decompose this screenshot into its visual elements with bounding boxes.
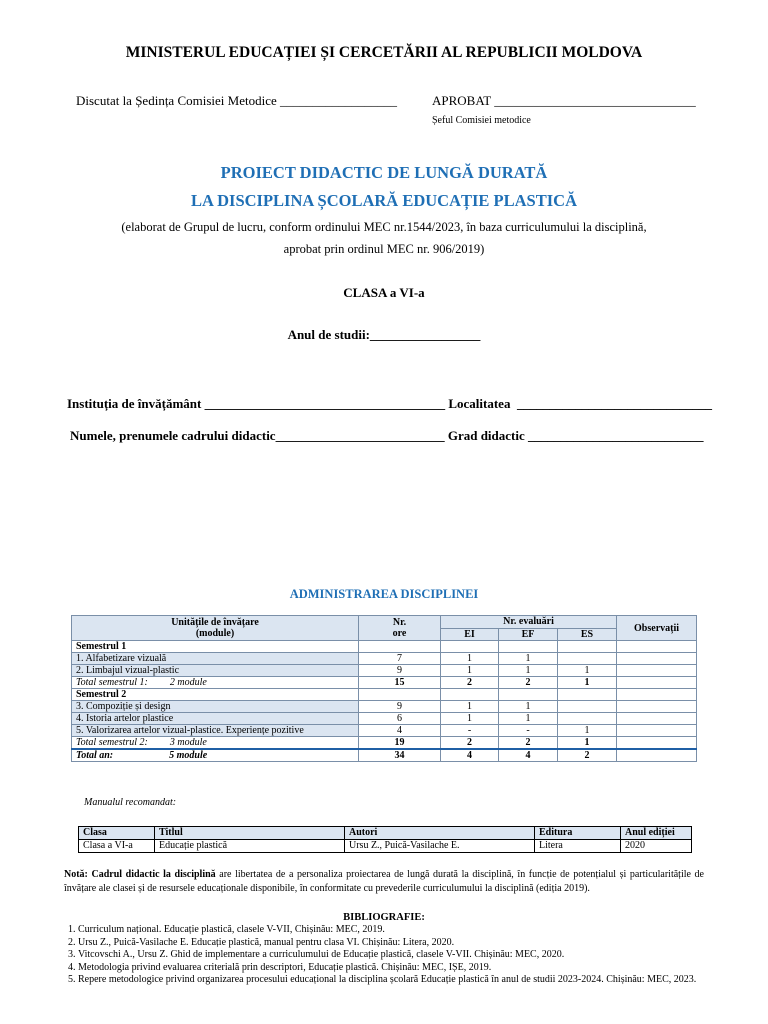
recommended-manual-label: Manualul recomandat: [84, 797, 177, 808]
unit-ef: - [499, 725, 558, 737]
unit-ef: 1 [499, 701, 558, 713]
total-hours: 34 [359, 749, 441, 762]
table-row [72, 713, 697, 725]
total-modules: 5 module [169, 750, 208, 761]
modules-header-label: (module) [195, 628, 235, 639]
unit-es: 1 [558, 725, 617, 737]
total-ef: 4 [499, 749, 558, 762]
total-hours: 19 [359, 737, 441, 750]
note-paragraph [64, 868, 704, 896]
bibliography-list [64, 924, 718, 987]
list-item: 3. Vitcovschi A., Ursu Z. Ghid de implementare a curriculumului de Educație plastică, clasele V-VII. Chișinău: MEC, 2020. [78, 949, 718, 962]
document-title-line1: PROIECT DIDACTIC DE LUNGĂ DURATĂ [220, 163, 548, 182]
note-lead: Notă: Cadrul didactic la disciplină [64, 869, 216, 880]
total-ei: 2 [441, 677, 499, 689]
total-ei: 4 [441, 749, 499, 762]
unit-name: 4. Istoria artelor plastice [72, 713, 359, 725]
manual-header-class: Clasa [79, 827, 155, 840]
es-header: ES [558, 628, 617, 641]
unit-observations [617, 665, 697, 677]
total-year [72, 749, 359, 762]
units-header-label: Unitățile de învățare [171, 617, 259, 628]
bibliography-title: BIBLIOGRAFIE: [343, 912, 425, 923]
administration-title: ADMINISTRAREA DISCIPLINEI [289, 587, 479, 601]
table-header-row [72, 616, 697, 629]
unit-ei: 1 [441, 653, 499, 665]
manual-header-authors: Autori [345, 827, 535, 840]
manual-publisher: Litera [535, 840, 621, 853]
semester-row [72, 689, 697, 701]
ef-header: EF [499, 628, 558, 641]
manual-authors: Ursu Z., Puică-Vasilache E. [345, 840, 535, 853]
unit-ei: 1 [441, 665, 499, 677]
ore-header-label: ore [392, 628, 407, 639]
total-ei: 2 [441, 737, 499, 750]
manual-header-row [79, 827, 692, 840]
total-es: 1 [558, 677, 617, 689]
unit-ef: 1 [499, 653, 558, 665]
unit-hours: 6 [359, 713, 441, 725]
total-ef: 2 [499, 737, 558, 750]
total-label: Total an: [76, 750, 114, 761]
unit-name: 3. Compoziție și design [72, 701, 359, 713]
semester-row [72, 641, 697, 653]
unit-hours: 9 [359, 665, 441, 677]
nr-header-label: Nr. [392, 617, 407, 628]
administration-table [71, 615, 697, 762]
note-text: are libertatea de a personaliza proiectarea de lungă durată la disciplină, în funcție de potențialul și particularitățile de învățare ale clasei și de resursele educaționale disponibile, în conformitate cu prevederile curriculumului la disciplină (ediția 2019). [64, 869, 704, 894]
list-item: 2. Ursu Z., Puică-Vasilache E. Educație plastică, manual pentru clasa VI. Chișinău: Litera, 2020. [78, 937, 718, 950]
total-semester-1 [72, 677, 359, 689]
evaluations-header: Nr. evaluări [441, 616, 617, 629]
unit-es: 1 [558, 665, 617, 677]
document-subtitle-line1: (elaborat de Grupul de lucru, conform ordinului MEC nr.1544/2023, în baza curriculumului la disciplină, [121, 220, 647, 234]
total-modules: 2 module [169, 677, 207, 688]
study-year-field: Anul de studii:_________________ [287, 327, 481, 342]
unit-ei: 1 [441, 713, 499, 725]
manual-class: Clasa a VI-a [79, 840, 155, 853]
hours-header [359, 616, 441, 641]
grand-total-row [72, 749, 697, 762]
unit-ei: - [441, 725, 499, 737]
unit-observations [617, 653, 697, 665]
unit-observations [617, 713, 697, 725]
list-item: 4. Metodologia privind evaluarea criterială prin descriptori, Educație plastică. Chișinău: MEC, IȘE, 2019. [78, 962, 718, 975]
unit-hours: 4 [359, 725, 441, 737]
table-row [79, 840, 692, 853]
total-ef: 2 [499, 677, 558, 689]
total-modules: 3 module [169, 737, 207, 748]
total-label: Total semestrul 1: [76, 677, 148, 688]
table-row [72, 701, 697, 713]
manual-header-publisher: Editura [535, 827, 621, 840]
unit-es [558, 653, 617, 665]
commission-head-label: Șeful Comisiei metodice [432, 115, 531, 126]
unit-observations [617, 725, 697, 737]
manual-header-title: Titlul [155, 827, 345, 840]
teacher-field: Numele, prenumele cadrului didactic__________________________ Grad didactic ___________________________ [70, 428, 704, 443]
semester-2-label: Semestrul 2 [72, 689, 359, 701]
unit-hours: 7 [359, 653, 441, 665]
unit-ei: 1 [441, 701, 499, 713]
discussed-line: Discutat la Ședința Comisiei Metodice __________________ [76, 93, 397, 108]
unit-name: 2. Limbajul vizual-plastic [72, 665, 359, 677]
units-header [72, 616, 359, 641]
total-es: 1 [558, 737, 617, 750]
observations-header: Observații [617, 616, 697, 641]
approved-line: APROBAT _______________________________ [432, 93, 696, 108]
unit-ef: 1 [499, 713, 558, 725]
total-semester-2 [72, 737, 359, 750]
total-row [72, 737, 697, 750]
semester-1-label: Semestrul 1 [72, 641, 359, 653]
unit-observations [617, 701, 697, 713]
total-row [72, 677, 697, 689]
unit-name: 1. Alfabetizare vizuală [72, 653, 359, 665]
manual-year: 2020 [621, 840, 692, 853]
ei-header: EI [441, 628, 499, 641]
document-subtitle-line2: aprobat prin ordinul MEC nr. 906/2019) [283, 242, 485, 256]
unit-name: 5. Valorizarea artelor vizual-plastice. Experiențe pozitive [72, 725, 359, 737]
class-label: CLASA a VI-a [343, 285, 425, 300]
total-label: Total semestrul 2: [76, 737, 148, 748]
ministry-title: MINISTERUL EDUCAȚIEI ȘI CERCETĂRII AL REPUBLICII MOLDOVA [125, 44, 643, 61]
list-item: 5. Repere metodologice privind organizarea procesului educațional la disciplina școlară Educație plastică în anul de studii 2023-2024. Chișinău: MEC, 2023. [78, 974, 718, 987]
unit-ef: 1 [499, 665, 558, 677]
table-row [72, 725, 697, 737]
table-row [72, 653, 697, 665]
manual-table [78, 826, 692, 853]
list-item: 1. Curriculum național. Educație plastică, clasele V-VII, Chișinău: MEC, 2019. [78, 924, 718, 937]
table-row [72, 665, 697, 677]
total-hours: 15 [359, 677, 441, 689]
unit-es [558, 713, 617, 725]
total-es: 2 [558, 749, 617, 762]
manual-header-year: Anul ediției [621, 827, 692, 840]
manual-title: Educație plastică [155, 840, 345, 853]
institution-field: Instituția de învățământ _____________________________________ Localitatea ______________________________ [67, 396, 712, 411]
unit-hours: 9 [359, 701, 441, 713]
unit-es [558, 701, 617, 713]
document-title-line2: LA DISCIPLINA ȘCOLARĂ EDUCAȚIE PLASTICĂ [190, 191, 577, 210]
